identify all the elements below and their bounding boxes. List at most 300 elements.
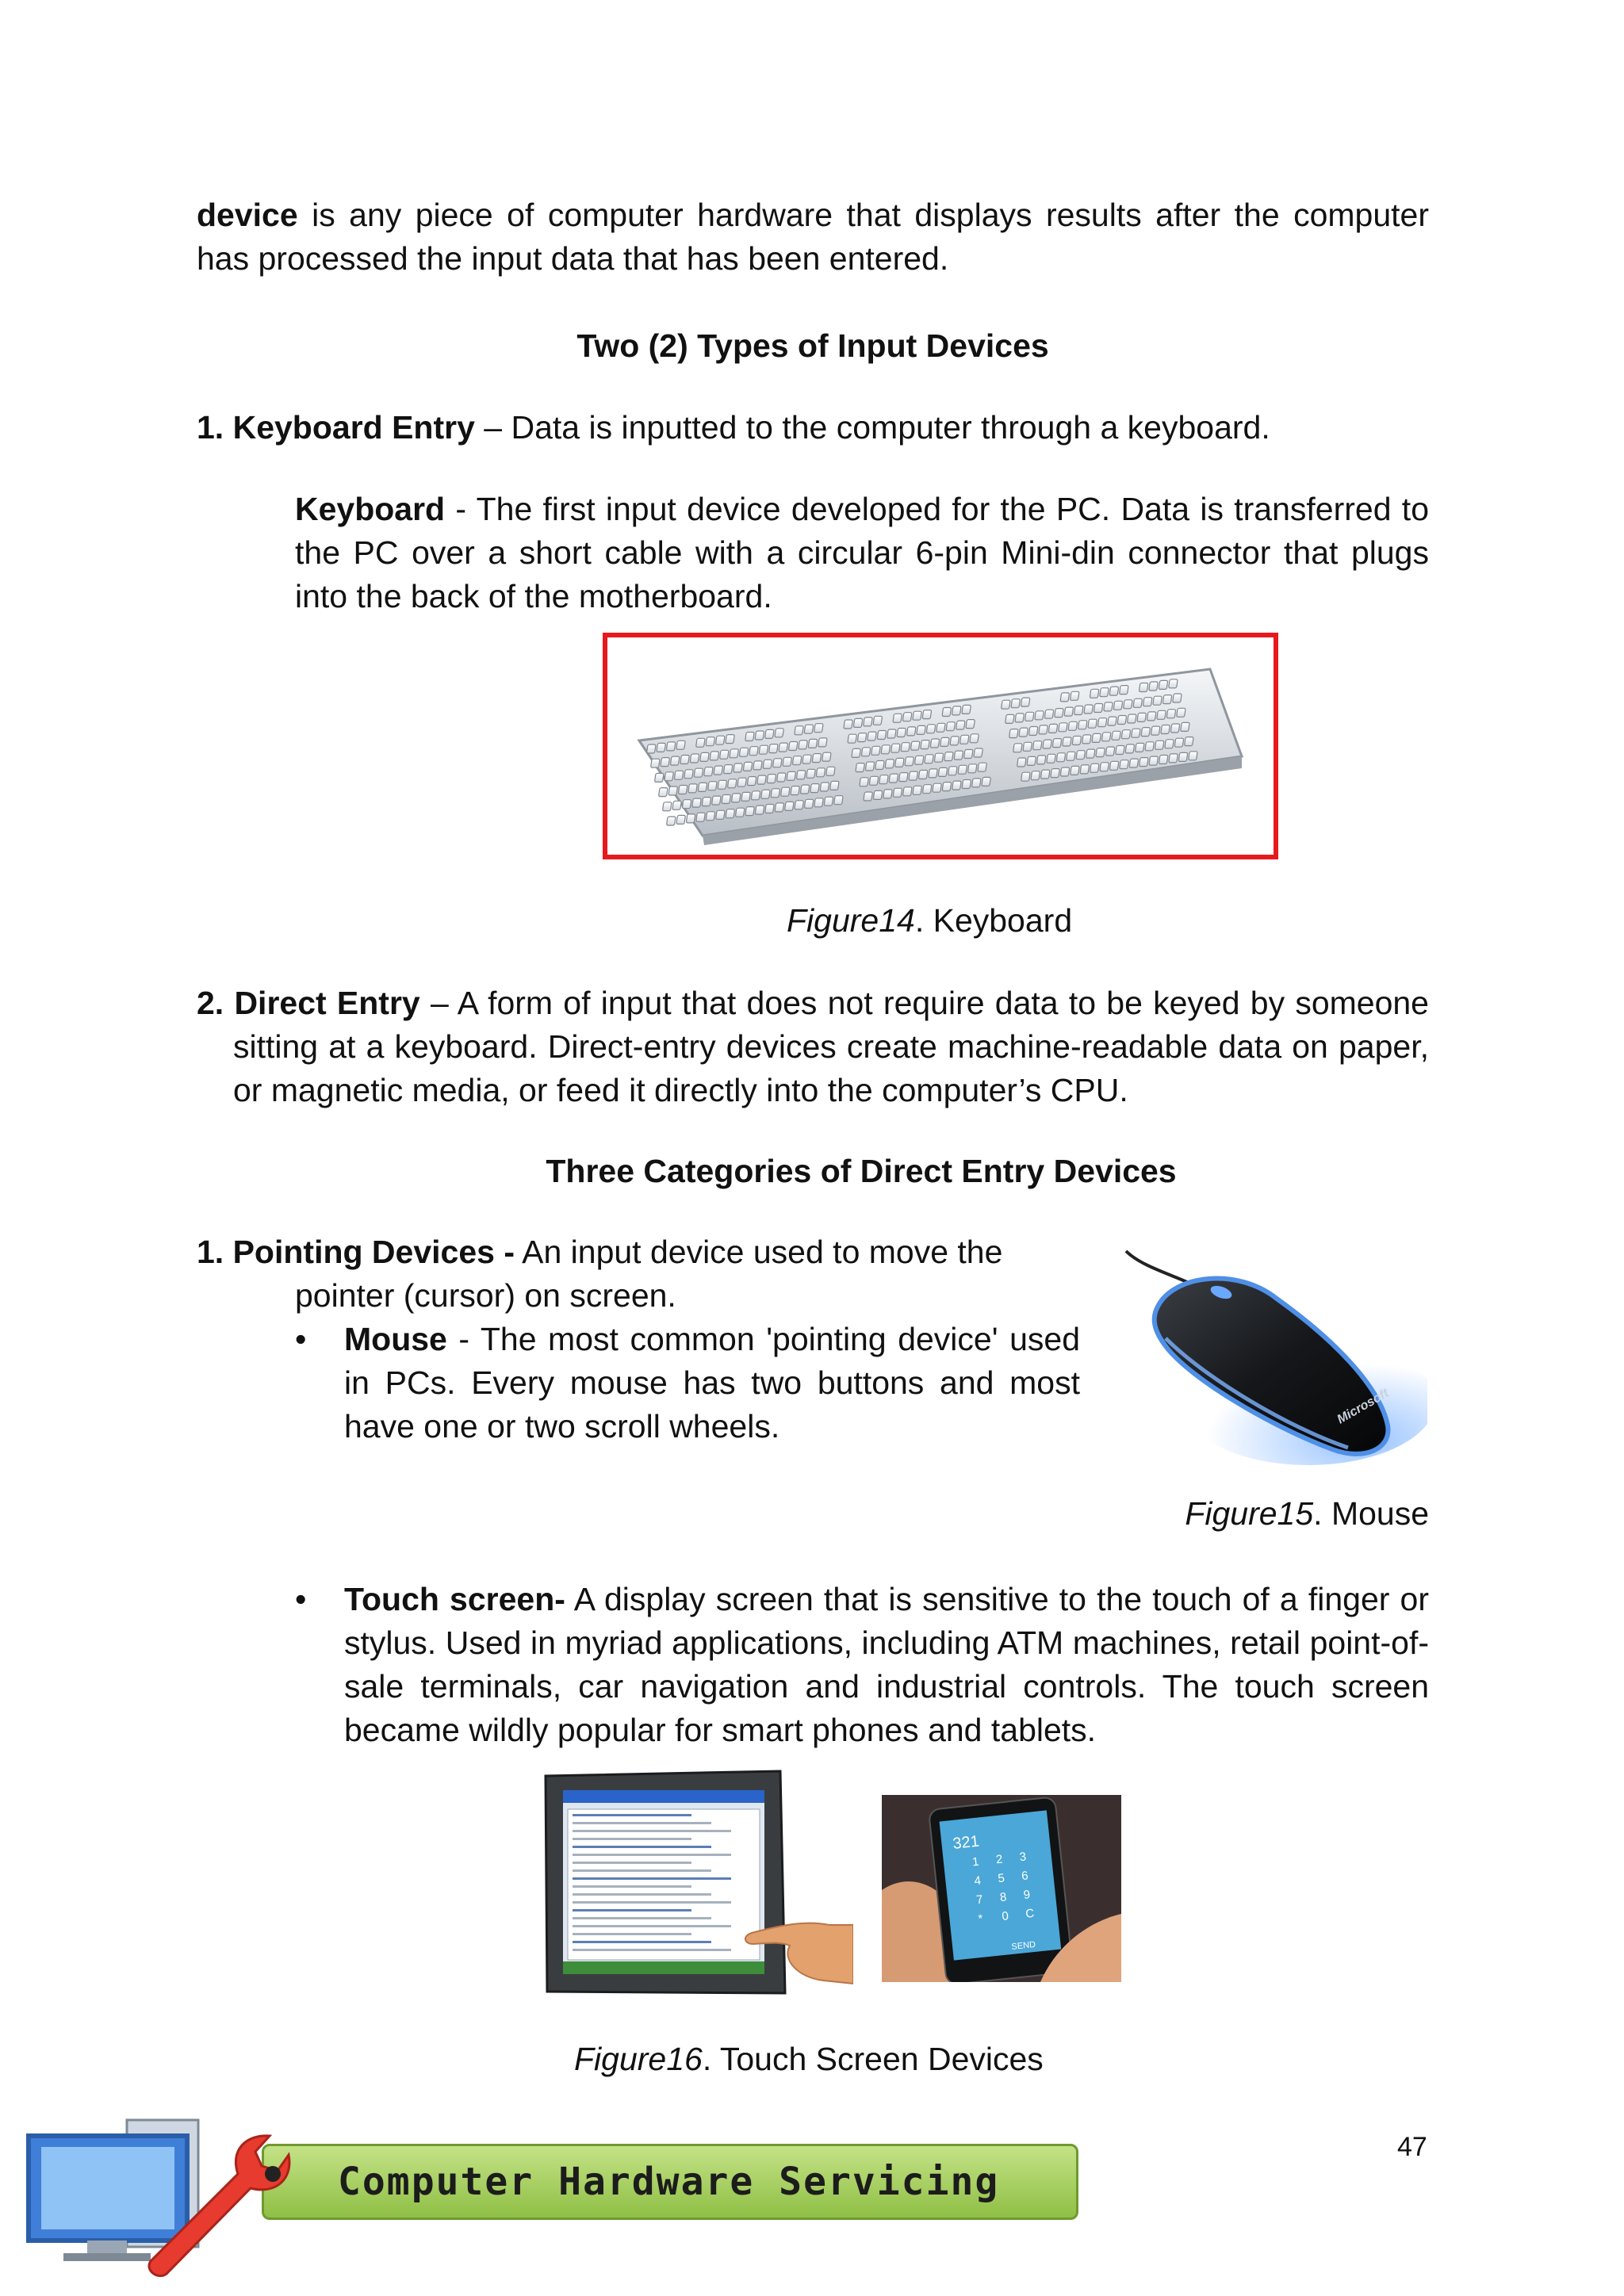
keyboard-key <box>672 801 682 809</box>
keyboard-key <box>887 729 897 738</box>
keyboard-key <box>893 714 902 722</box>
figure16-caption: Figure16. Touch Screen Devices <box>574 2041 1044 2077</box>
keyboard-key <box>785 802 795 810</box>
keyboard-key <box>1100 688 1109 697</box>
keyboard-key <box>879 775 889 784</box>
keyboard-key <box>696 738 706 747</box>
keyboard-key <box>1141 728 1151 737</box>
keyboard-key <box>1143 698 1152 706</box>
keyboard-key <box>1019 728 1028 737</box>
keyboard-key <box>706 737 715 746</box>
screen-row-line <box>573 1862 691 1864</box>
keyboard-key <box>804 725 814 733</box>
keyboard-key <box>755 731 764 740</box>
keyboard-key <box>1159 680 1168 689</box>
screen-row-line <box>573 1877 731 1880</box>
keyboard-key <box>1139 683 1148 692</box>
keyboard-key <box>688 784 698 793</box>
phone-keypad-key: 3 <box>1018 1850 1028 1865</box>
keyboard-key <box>674 771 684 779</box>
keyboard-key <box>670 756 680 765</box>
keyboard-key <box>1048 724 1058 733</box>
keyboard-key <box>779 743 788 752</box>
keyboard-key <box>917 725 926 734</box>
keyboard-key <box>723 765 733 774</box>
screen-row-line <box>573 1814 691 1816</box>
keyboard-key <box>799 740 808 749</box>
keyboard-key <box>963 750 973 759</box>
keyboard-key <box>930 739 940 748</box>
keyboard-key <box>1112 731 1121 740</box>
screen-row-line <box>573 1901 731 1904</box>
mouse-brand: Microsoft <box>1335 1386 1392 1427</box>
keyboard-key <box>802 755 812 763</box>
keyboard-key <box>749 747 759 756</box>
keyboard-key <box>676 815 686 824</box>
keyboard-key <box>922 710 932 719</box>
keyboard-key <box>777 773 787 782</box>
keyboard-key <box>680 756 690 764</box>
keyboard-key <box>933 783 942 792</box>
keyboard-key <box>1025 712 1034 721</box>
keyboard-key <box>889 774 898 783</box>
keyboard-key <box>1181 722 1190 731</box>
keyboard-key <box>1155 740 1164 749</box>
keyboard-key <box>1059 723 1068 732</box>
keyboard-key <box>926 725 936 733</box>
keyboard-key <box>1189 752 1198 760</box>
keyboard-key <box>865 762 875 771</box>
keyboard-key <box>814 724 824 733</box>
keyboard-key <box>1165 740 1174 748</box>
phone-keypad-key: * <box>977 1911 984 1927</box>
keyboard-key <box>1170 724 1180 733</box>
pointing-devices-continuation: pointer (cursor) on screen. <box>295 1277 676 1314</box>
keyboard-key <box>1120 760 1129 769</box>
keyboard-key <box>1097 718 1107 727</box>
footer-label: Computer Hardware Servicing <box>338 2160 1000 2204</box>
keyboard-key <box>848 734 857 743</box>
keyboard-key <box>741 792 751 801</box>
keyboard-key <box>788 742 798 751</box>
keyboard-key <box>745 733 755 741</box>
keyboard-key <box>966 720 975 729</box>
screen-row-line <box>573 1822 711 1824</box>
keyboard-key <box>1005 714 1015 723</box>
intro-text: is any piece of computer hardware that displays results after the computer has processed the input data that has been entered. <box>197 197 1429 277</box>
keyboard-key <box>700 752 710 761</box>
keyboard-key <box>755 806 764 814</box>
keyboard-key <box>959 735 969 744</box>
keyboard-key <box>901 743 910 752</box>
keyboard-key <box>1084 705 1094 714</box>
keyboard-key <box>775 803 784 812</box>
keyboard-key <box>718 780 727 789</box>
keyboard-key <box>1027 756 1036 765</box>
keyboard-key <box>743 762 753 771</box>
pointing-devices-label: 1. Pointing Devices - <box>197 1234 515 1270</box>
figure15-caption: Figure15. Mouse <box>1185 1495 1429 1532</box>
keyboard-key <box>1055 709 1064 718</box>
keyboard-key <box>864 718 873 726</box>
keyboard-key <box>1108 717 1117 725</box>
keyboard-key <box>1153 696 1162 705</box>
keyboard-key <box>885 760 894 768</box>
keyboard-key <box>662 802 672 811</box>
keyboard-key <box>710 752 719 760</box>
keyboard-key <box>873 716 883 725</box>
mouse-bullet: • <box>295 1321 307 1357</box>
keyboard-key <box>775 729 784 737</box>
keyboard-key <box>712 796 722 805</box>
keyboard-key <box>897 729 906 737</box>
keyboard-key <box>1120 686 1129 695</box>
keyboard-key <box>1068 721 1078 730</box>
keyboard-key <box>1133 698 1143 707</box>
keyboard-key <box>716 810 726 819</box>
keyboard-key <box>719 750 729 759</box>
keyboard-key <box>1035 711 1044 720</box>
keyboard-key <box>726 809 735 818</box>
keyboard-key <box>925 755 934 763</box>
keyboard-key <box>690 754 699 763</box>
keyboard-key <box>954 751 963 760</box>
keyboard-key <box>902 713 912 721</box>
keyboard-key <box>1056 753 1066 762</box>
keyboard-key <box>895 758 905 767</box>
mouse-illustration <box>1110 1243 1427 1465</box>
phone-keypad-key: 4 <box>973 1873 982 1888</box>
direct-entry-item: 2. Direct Entry – A form of input that does not require data to be keyed by someone sitting at a keyboard. Direct-entry devices create machine-readable data on paper, or magnetic media, or feed it directly into the computer’s CPU. <box>197 985 1429 1108</box>
keyboard-key <box>769 744 779 753</box>
keyboard-key <box>950 737 959 745</box>
keyboard-key <box>1076 751 1086 760</box>
phone-keypad-key: C <box>1025 1906 1036 1921</box>
keyboard-key <box>936 723 946 732</box>
keyboard-key <box>1082 735 1091 744</box>
keyboard-key <box>1031 771 1040 780</box>
keyboard-key <box>873 790 883 799</box>
keyboard-key <box>1128 714 1137 723</box>
screen-row-line <box>573 1941 711 1943</box>
phone-send-key: SEND <box>1010 1939 1036 1952</box>
phone-keypad-key: 8 <box>999 1890 1008 1905</box>
keyboard-key <box>934 753 944 762</box>
keyboard-key <box>958 765 967 774</box>
keyboard-key <box>1137 713 1147 721</box>
keyboard-key <box>686 814 695 823</box>
keyboard-key <box>978 763 987 771</box>
phone-keypad-key: 2 <box>995 1852 1004 1867</box>
keyboard-key <box>804 799 814 808</box>
keyboard-key <box>692 798 702 807</box>
keyboard-key <box>795 726 804 735</box>
keyboard-key <box>814 798 824 807</box>
wrench-icon <box>119 2118 293 2277</box>
keyboard-key <box>696 813 706 821</box>
keyboard-key <box>1052 739 1062 748</box>
figure15-number: Figure15 <box>1185 1495 1314 1532</box>
keyboard-key <box>942 783 952 791</box>
keyboard-key <box>1072 737 1082 745</box>
keyboard-key <box>868 732 877 740</box>
keyboard-key <box>1159 756 1168 764</box>
keyboard-key <box>795 801 804 809</box>
keyboard-key <box>1090 689 1099 698</box>
keyboard-key <box>1101 733 1111 741</box>
screen-row-line <box>573 1830 731 1832</box>
keyboard-key <box>1021 698 1030 706</box>
keyboard-key <box>1071 766 1080 775</box>
keyboard-key <box>1074 706 1083 715</box>
keyboard-key <box>1161 725 1170 734</box>
keyboard-key <box>816 768 825 777</box>
keyboard-key <box>1149 682 1159 691</box>
keyboard-key <box>948 767 958 775</box>
keyboard-key <box>767 775 776 783</box>
keyboard-key <box>967 764 977 773</box>
phone-display: 321 <box>952 1832 980 1853</box>
keyboard-key <box>751 791 760 800</box>
keyboard-key <box>1113 701 1123 710</box>
keyboard-key <box>682 800 691 809</box>
keyboard-key <box>921 740 930 749</box>
keyboard-key <box>1044 710 1054 718</box>
keyboard-key <box>722 795 731 804</box>
keyboard-key <box>869 776 879 785</box>
keyboard-key <box>818 738 828 747</box>
keyboard-key <box>1174 738 1184 747</box>
keyboard-key <box>1104 702 1113 711</box>
figure16-number: Figure16 <box>574 2041 703 2077</box>
keyboard-key <box>1039 725 1048 734</box>
keyboard-key <box>737 778 747 786</box>
keyboard-key <box>1173 694 1182 702</box>
touch-phone-figure <box>882 1795 1121 1982</box>
keyboard-key <box>714 766 723 775</box>
keyboard-key <box>952 781 962 790</box>
keyboard-key <box>727 779 737 788</box>
keyboard-key <box>765 805 775 813</box>
keyboard-key <box>800 785 810 794</box>
keyboard-key <box>1047 754 1056 763</box>
keyboard-key <box>1117 716 1127 725</box>
screen-row-line <box>573 1885 691 1888</box>
keyboard-key <box>971 779 981 787</box>
phone-keypad-key: 6 <box>1021 1869 1029 1884</box>
keyboard-key <box>739 748 749 756</box>
keyboard-key <box>830 781 840 790</box>
keyboard-key <box>735 808 745 817</box>
keyboard-key <box>684 770 694 779</box>
keyboard-key <box>676 740 686 749</box>
keyboard-key <box>1060 767 1070 776</box>
keyboard-key <box>780 787 790 796</box>
screen-row-line <box>573 1909 691 1911</box>
keyboard-key <box>1109 687 1119 695</box>
keyboard-key <box>970 734 979 743</box>
direct-entry-label: 2. Direct Entry <box>197 985 420 1021</box>
keyboard-key <box>883 790 893 798</box>
keyboard-key <box>764 729 774 738</box>
keyboard-key <box>708 782 718 790</box>
keyboard-entry-item: 1. Keyboard Entry – Data is inputted to the computer through a keyboard. <box>197 409 1270 446</box>
keyboard-key <box>1109 761 1119 770</box>
mouse-term: Mouse <box>344 1321 447 1357</box>
figure14-number: Figure14 <box>787 902 915 939</box>
keyboard-key <box>913 711 922 720</box>
keyboard-key <box>1169 679 1178 688</box>
keyboard-key <box>820 783 829 791</box>
phone-keypad-key: 7 <box>975 1892 984 1908</box>
screen-row-line <box>573 1925 731 1927</box>
keyboard-key <box>806 769 816 778</box>
keyboard-key <box>665 772 674 781</box>
touch-monitor-illustration <box>544 1770 853 1995</box>
keyboard-key <box>1032 741 1042 750</box>
keyboard-key <box>853 718 863 727</box>
keyboard-key <box>668 786 678 795</box>
intro-paragraph <box>197 193 1429 281</box>
touch-phone-illustration <box>882 1795 1121 1982</box>
keyboard-key <box>1036 756 1046 764</box>
phone-keypad-key: 1 <box>971 1854 980 1869</box>
keyboard-key <box>747 777 756 786</box>
keyboard-key <box>822 752 832 761</box>
phone-keypad-key: 0 <box>1001 1909 1009 1923</box>
page-number: 47 <box>1397 2132 1427 2162</box>
keyboard-key <box>731 794 741 802</box>
keyboard-key <box>1011 699 1021 708</box>
keyboard-key <box>1185 737 1194 746</box>
keyboard-key <box>698 783 707 791</box>
keyboard-key <box>834 796 844 805</box>
heading-input-types: Two (2) Types of Input Devices <box>576 327 1049 364</box>
keyboard-entry-label: 1. Keyboard Entry <box>197 409 475 446</box>
keyboard-key <box>1092 733 1101 742</box>
keyboard-key <box>1166 710 1176 718</box>
keyboard-key <box>1125 744 1135 753</box>
keyboard-key <box>905 757 914 766</box>
keyboard-key <box>763 760 772 768</box>
keyboard-key <box>891 744 900 752</box>
mouse-description: Mouse - The most common 'pointing device' used in PCs. Every mouse has two buttons and most have one or two scroll wheels. <box>344 1321 1080 1445</box>
keyboard-key <box>903 787 913 796</box>
keyboard-key <box>824 797 833 806</box>
keyboard-key <box>678 786 688 794</box>
keyboard-key <box>857 733 867 742</box>
keyboard-key <box>715 736 725 744</box>
touch-monitor-figure <box>544 1770 853 1995</box>
keyboard-key <box>952 706 961 715</box>
keyboard-key <box>1023 742 1032 751</box>
keyboard-key <box>792 756 802 765</box>
keyboard-key <box>1063 737 1072 746</box>
keyboard-key <box>1028 727 1038 736</box>
keyboard-key <box>881 745 891 754</box>
heading-direct-categories: Three Categories of Direct Entry Devices <box>546 1153 1177 1189</box>
keyboard-key <box>861 748 871 756</box>
keyboard-key <box>1009 729 1019 738</box>
keyboard-key <box>745 807 755 816</box>
keyboard-key <box>929 769 938 778</box>
keyboard-key <box>791 786 800 795</box>
keyboard-key <box>1121 730 1131 739</box>
keyboard-key <box>864 792 873 801</box>
keyboard-key <box>875 761 885 770</box>
keyboard-illustration <box>607 637 1274 855</box>
keyboard-key <box>659 788 668 797</box>
keyboard-key <box>726 735 735 744</box>
keyboard-key <box>787 771 796 780</box>
phone-keypad-key: 9 <box>1022 1888 1032 1902</box>
keyboard-key <box>657 743 666 752</box>
keyboard-key <box>1105 747 1115 756</box>
keyboard-key <box>1129 759 1139 767</box>
keyboard-key <box>1136 743 1145 752</box>
keyboard-key <box>1051 769 1060 778</box>
keyboard-key <box>808 739 818 748</box>
keyboard-key <box>1139 758 1149 767</box>
keyboard-key <box>1064 707 1074 716</box>
keyboard-key <box>1017 758 1026 767</box>
keyboard-key <box>852 748 861 757</box>
keyboard-key <box>1090 763 1099 772</box>
keyboard-key <box>654 773 664 782</box>
keyboard-key <box>759 745 768 754</box>
touch-term: Touch screen- <box>344 1581 565 1617</box>
keyboard-key <box>661 758 670 767</box>
keyboard-key <box>1096 748 1105 757</box>
keyboard-key <box>1100 763 1109 771</box>
screen-row-line <box>573 1869 711 1872</box>
keyboard-key <box>1145 742 1155 751</box>
mouse-figure <box>1110 1243 1427 1465</box>
keyboard-key <box>1015 714 1025 722</box>
keyboard-key <box>1067 752 1076 760</box>
keyboard-key <box>646 744 656 753</box>
screen-row-line <box>573 1838 691 1840</box>
screen-row-line <box>573 1893 711 1896</box>
keyboard-key <box>783 757 792 766</box>
keyboard-key <box>898 773 908 782</box>
keyboard-key <box>757 775 767 784</box>
keyboard-key <box>771 789 780 798</box>
keyboard-key <box>704 767 714 776</box>
keyboard-key <box>893 788 902 797</box>
keyboard-key <box>1094 704 1103 713</box>
keyboard-key <box>1021 772 1031 781</box>
touch-description: Touch screen- A display screen that is sensitive to the touch of a finger or stylus. Used in myriad applications, including ATM machines, retail point-of-sale terminals, car navigation and industrial controls. The touch screen became wildly popular for smart phones and tablets. <box>344 1581 1429 1748</box>
keyboard-key <box>844 720 853 729</box>
keyboard-key <box>1086 749 1095 758</box>
keyboard-key <box>962 705 971 714</box>
keyboard-key <box>1162 695 1172 704</box>
keyboard-key <box>942 708 952 717</box>
keyboard-key <box>796 771 806 779</box>
pointing-devices-item: 1. Pointing Devices - An input device used to move the <box>197 1234 1003 1270</box>
keyboard-key <box>812 754 822 763</box>
keyboard-key <box>856 763 865 772</box>
keyboard-key <box>1013 744 1023 752</box>
keyboard-key <box>956 721 965 729</box>
keyboard-key <box>918 771 928 779</box>
keyboard-key <box>871 746 881 755</box>
keyboard-key <box>694 768 703 777</box>
keyboard-key <box>733 763 743 772</box>
screen-row-line <box>573 1854 731 1856</box>
keyboard-term: Keyboard <box>295 491 446 527</box>
